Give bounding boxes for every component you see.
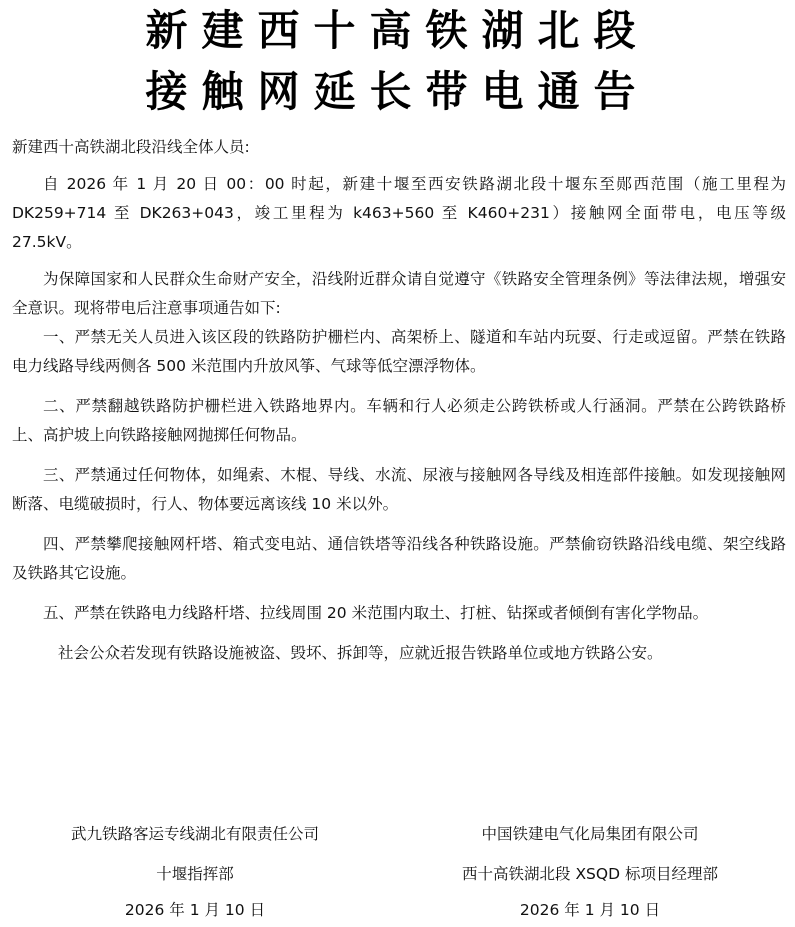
paragraph-rule-2: 二、严禁翻越铁路防护栅栏进入铁路地界内。车辆和行人必须走公跨铁桥或人行涵洞。严禁在公跨铁路桥上、高护坡上向铁路接触网抛掷任何物品。 (12, 397, 786, 444)
notice-title-line-2: 接触网延长带电通告 (145, 67, 650, 116)
paragraph-rule-5: 五、严禁在铁路电力线路杆塔、拉线周围 20 米范围内取土、打桩、钻探或者倾倒有害化学物品。 (43, 604, 709, 622)
paragraph-energization-notice: 自 2026 年 1 月 20 日 00：00 时起，新建十堰至西安铁路湖北段十堰东至郧西范围（施工里程为 DK259+714 至 DK263+043，竣工里程为 k463+560 至 K460+231）接触网全面带电，电压等级 27.5kV。 (12, 175, 786, 251)
paragraph-report-appeal: 社会公众若发现有铁路设施被盗、毁坏、拆卸等，应就近报告铁路单位或地方铁路公安。 (58, 644, 663, 662)
paragraph-rule-1: 一、严禁无关人员进入该区段的铁路防护栅栏内、高架桥上、隧道和车站内玩耍、行走或逗留。严禁在铁路电力线路导线两侧各 500 米范围内升放风筝、气球等低空漂浮物体。 (12, 328, 786, 375)
notice-title-line-1: 新建西十高铁湖北段 (145, 6, 650, 55)
signature-left-org: 武九铁路客运专线湖北有限责任公司 (70, 825, 319, 843)
paragraph-rule-3: 三、严禁通过任何物体，如绳索、木棍、导线、水流、尿液与接触网各导线及相连部件接触。如发现接触网断落、电缆破损时，行人、物体要远离该线 10 米以外。 (12, 466, 786, 513)
paragraph-rule-4: 四、严禁攀爬接触网杆塔、箱式变电站、通信铁塔等沿线各种铁路设施。严禁偷窃铁路沿线电缆、架空线路及铁路其它设施。 (12, 535, 786, 582)
signature-left-date: 2026 年 1 月 10 日 (124, 901, 266, 919)
paragraph-safety-appeal: 为保障国家和人民群众生命财产安全，沿线附近群众请自觉遵守《铁路安全管理条例》等法律法规，增强安全意识。现将带电后注意事项通告如下: (12, 270, 786, 317)
signature-right-org: 中国铁建电气化局集团有限公司 (481, 825, 699, 843)
signature-left-dept: 十堰指挥部 (156, 865, 234, 883)
salutation: 新建西十高铁湖北段沿线全体人员: (12, 138, 250, 156)
signature-right-dept: 西十高铁湖北段 XSQD 标项目经理部 (462, 865, 718, 883)
notice-body (12, 133, 786, 668)
signature-right-date: 2026 年 1 月 10 日 (519, 901, 661, 919)
